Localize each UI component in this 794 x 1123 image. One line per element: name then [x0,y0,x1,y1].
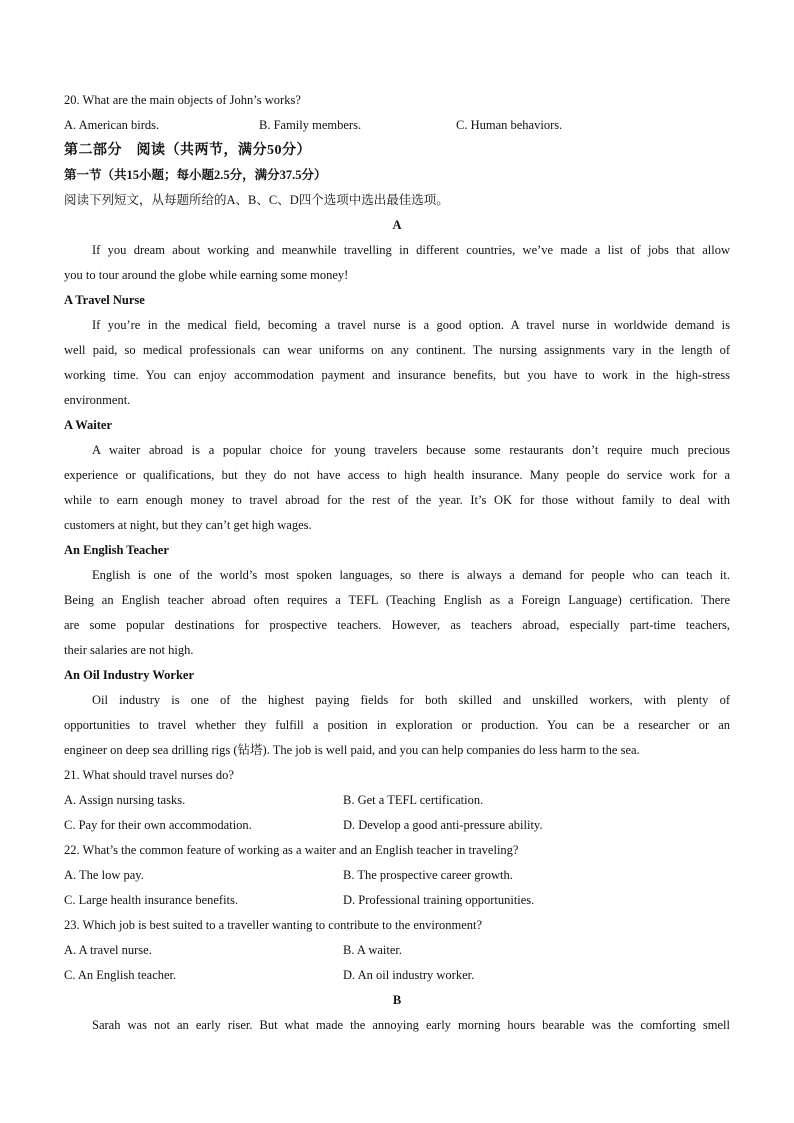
reading-instructions: 阅读下列短文，从每题所给的A、B、C、D四个选项中选出最佳选项。 [64,193,449,207]
option-b: B. The prospective career growth. [343,868,513,882]
passage-line: If you’re in the medical field, becoming a travel nurse is a good option. A travel nurse in worldwide demand is [92,318,730,332]
option-a: A. The low pay. [64,868,144,882]
option-a: A. American birds. [64,118,160,132]
passage-line: experience or qualifications, but they do not have access to high health insurance. Many people do service work for a [64,468,730,482]
job-heading-travel-nurse: A Travel Nurse [64,293,145,307]
option-c: C. Large health insurance benefits. [64,893,239,907]
passage-line: customers at night, but they can’t get high wages. [64,518,312,532]
passage-line: English is one of the world’s most spoken languages, so there is always a demand for people who can teach it. [92,568,730,582]
option-c: C. Human behaviors. [456,118,563,132]
passage-line: their salaries are not high. [64,643,194,657]
question-20: 20. What are the main objects of John’s works? [64,93,301,107]
passage-line: If you dream about working and meanwhile travelling in different countries, we’ve made a list of jobs that allow [92,243,730,257]
passage-line: well paid, so medical professionals can wear uniforms on any continent. The nursing assignments vary in the length of [64,343,730,357]
passage-a-label: A [392,218,402,232]
question-21-options-cd [64,813,730,838]
question-21-options-ab [64,788,730,813]
passage-line: Being an English teacher abroad often requires a TEFL (Teaching English as a Foreign Language) certification. There [64,593,730,607]
option-c: C. An English teacher. [64,968,177,982]
passage-b-label: B [392,993,402,1007]
passage-line: Oil industry is one of the highest paying fields for both skilled and unskilled workers, with plenty of [92,693,730,707]
exam-page [64,88,730,1038]
option-b: B. Get a TEFL certification. [343,793,484,807]
passage-line: engineer on deep sea drilling rigs (钻塔). The job is well paid, and you can help companies do less harm to the sea. [64,743,640,757]
question-23: 23. Which job is best suited to a traveller wanting to contribute to the environment? [64,918,483,932]
section-one-title: 第一节（共15小题；每小题2.5分，满分37.5分） [64,168,327,182]
option-d: D. An oil industry worker. [343,968,475,982]
job-heading-english-teacher: An English Teacher [64,543,169,557]
job-heading-oil-worker: An Oil Industry Worker [64,668,194,682]
option-b: B. Family members. [259,118,362,132]
passage-line: Sarah was not an early riser. But what made the annoying early morning hours bearable was the comforting smell [92,1018,730,1032]
option-c: C. Pay for their own accommodation. [64,818,252,832]
passage-line: environment. [64,393,131,407]
question-20-options [64,113,730,138]
passage-line: you to tour around the globe while earning some money! [64,268,349,282]
part-two-title: 第二部分 阅读（共两节，满分50分） [64,143,311,158]
question-23-options-ab [64,938,730,963]
option-a: A. Assign nursing tasks. [64,793,186,807]
option-d: D. Develop a good anti-pressure ability. [343,818,543,832]
passage-line: are some popular destinations for prospective teachers. However, as teachers abroad, especially part-time teachers, [64,618,730,632]
question-22: 22. What’s the common feature of working as a waiter and an English teacher in traveling? [64,843,519,857]
passage-line: while to earn enough money to travel abroad for the rest of the year. It’s OK for those without family to deal with [64,493,730,507]
question-21: 21. What should travel nurses do? [64,768,234,782]
passage-line: A waiter abroad is a popular choice for young travelers because some restaurants don’t require much precious [92,443,730,457]
passage-line: opportunities to travel whether they fulfill a position in exploration or production. You can be a researcher or an [64,718,730,732]
question-22-options-ab [64,863,730,888]
passage-line: working time. You can enjoy accommodation payment and insurance benefits, but you have to work in the high-stress [64,368,730,382]
question-22-options-cd [64,888,730,913]
option-d: D. Professional training opportunities. [343,893,535,907]
option-a: A. A travel nurse. [64,943,152,957]
question-23-options-cd [64,963,730,988]
option-b: B. A waiter. [343,943,403,957]
job-heading-waiter: A Waiter [64,418,113,432]
